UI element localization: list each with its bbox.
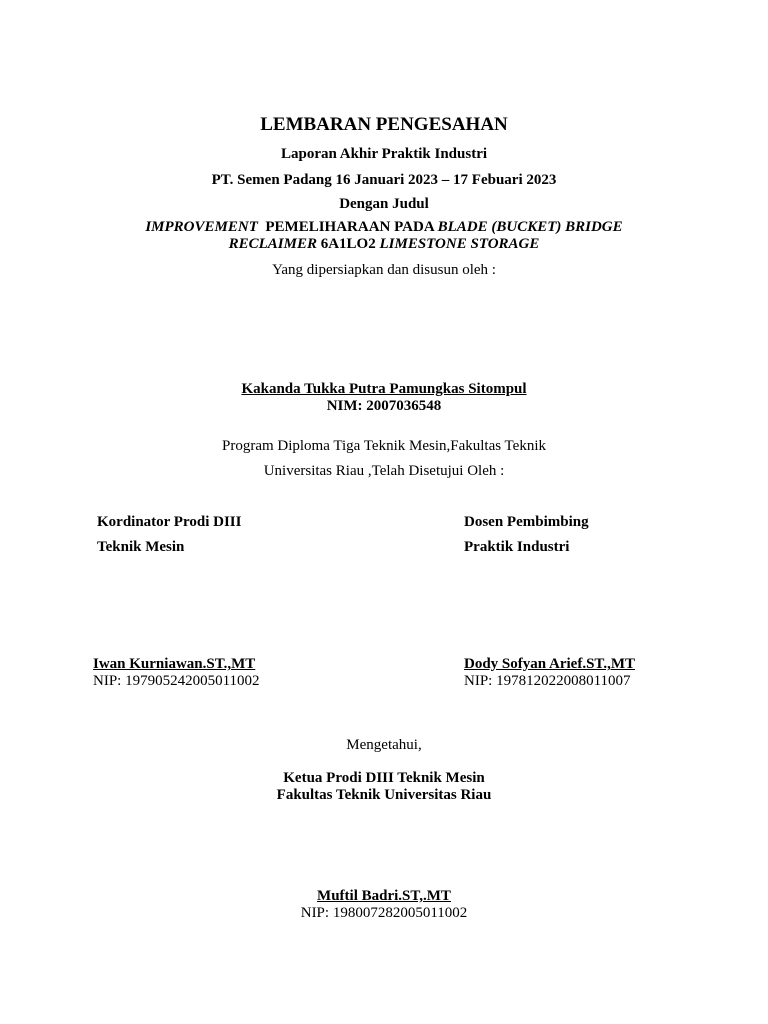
acknowledgement-name: Muftil Badri.ST,.MT (317, 888, 451, 904)
author-nim: NIM: 2007036548 (326, 398, 442, 414)
acknowledgement-role-2: Fakultas Teknik Universitas Riau (276, 787, 492, 803)
right-approver-role-2: Praktik Industri (464, 539, 570, 555)
topic-line-2-part-2: 6A1LO2 (320, 236, 376, 252)
acknowledgement-label: Mengetahui, (346, 737, 422, 753)
program-line-2: Universitas Riau ,Telah Disetujui Oleh : (263, 463, 505, 479)
acknowledgement-nip: NIP: 198007282005011002 (300, 905, 468, 921)
topic-line-1 (0, 219, 768, 236)
topic-line-2-part-3: LIMESTONE STORAGE (379, 236, 540, 252)
with-title-label: Dengan Judul (339, 196, 429, 212)
left-approver-role-2: Teknik Mesin (97, 539, 185, 555)
left-approver-role-1: Kordinator Prodi DIII (97, 514, 242, 530)
right-approver-name: Dody Sofyan Arief.ST.,MT (464, 656, 635, 672)
acknowledgement-role-1: Ketua Prodi DIII Teknik Mesin (283, 770, 485, 786)
company-period: PT. Semen Padang 16 Januari 2023 – 17 Febuari 2023 (211, 172, 557, 188)
left-approver-name: Iwan Kurniawan.ST.,MT (93, 656, 256, 672)
left-approver-nip: NIP: 197905242005011002 (93, 673, 260, 689)
author-name: Kakanda Tukka Putra Pamungkas Sitompul (241, 381, 527, 397)
topic-line-1-part-1: IMPROVEMENT (145, 219, 258, 235)
right-approver-nip: NIP: 197812022008011007 (464, 673, 631, 689)
program-line-1: Program Diploma Tiga Teknik Mesin,Fakultas Teknik (221, 438, 546, 454)
right-approver-role-1: Dosen Pembimbing (464, 514, 589, 530)
document-title: LEMBARAN PENGESAHAN (260, 114, 508, 135)
topic-line-2-part-1: RECLAIMER (228, 236, 317, 252)
topic-line-1-part-2: PEMELIHARAAN PADA (265, 219, 434, 235)
prepared-by-label: Yang dipersiapkan dan disusun oleh : (272, 262, 496, 278)
topic-line-1-part-3: BLADE (BUCKET) BRIDGE (437, 219, 623, 235)
topic-line-2 (0, 236, 768, 253)
report-type: Laporan Akhir Praktik Industri (280, 146, 488, 162)
